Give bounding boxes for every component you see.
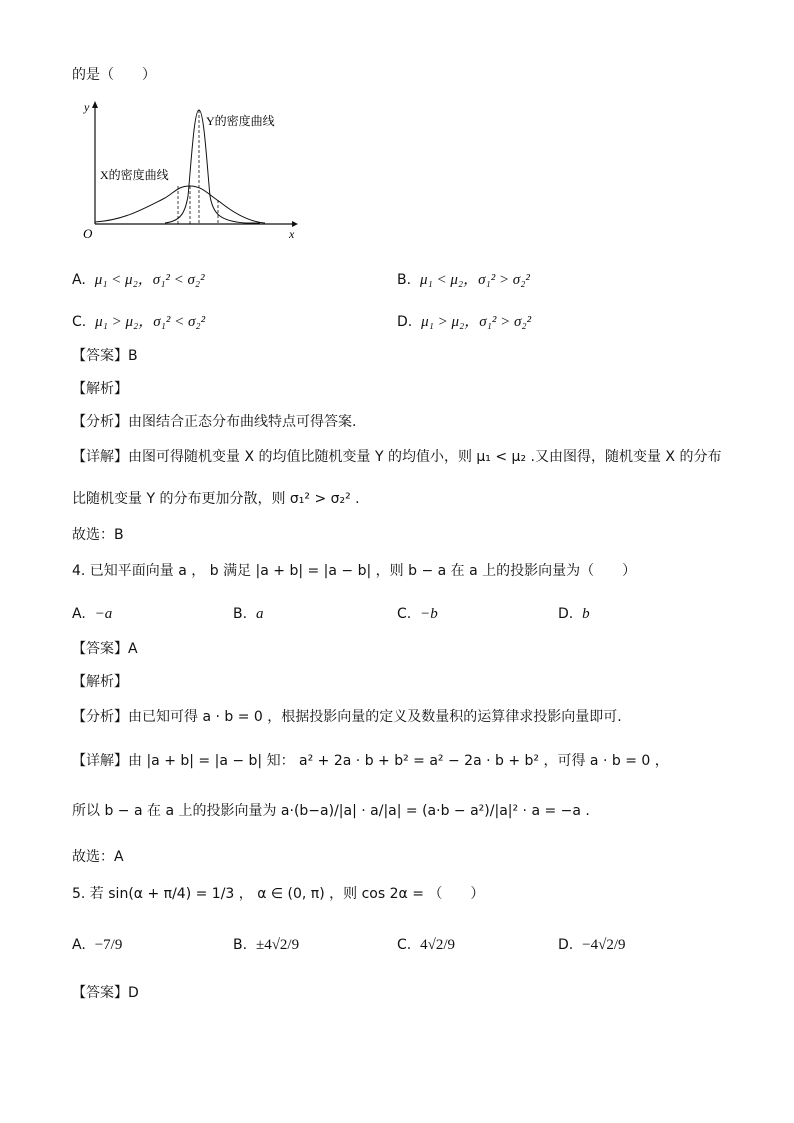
x-curve-label: X的密度曲线 xyxy=(100,168,169,182)
q4-option-c: C. −b xyxy=(397,606,438,622)
q3-option-a: A. μ₁ < μ₂，σ₁² < σ₂² xyxy=(72,272,205,288)
q3-fenxi: 【分析】由图结合正态分布曲线特点可得答案. xyxy=(72,414,357,430)
q4-option-d: D. b xyxy=(558,606,590,622)
q4-choose: 故选：A xyxy=(72,849,124,865)
q3-analysis-heading: 【解析】 xyxy=(72,381,128,397)
q5-stem: 5. 若 sin(α + π/4) = 1/3 ， α ∈ (0, π) ，则 cos 2α = （ ） xyxy=(72,886,485,902)
q3-option-d: D. μ₁ > μ₂，σ₁² > σ₂² xyxy=(397,314,532,330)
normal-density-graph xyxy=(70,96,300,246)
x-density-curve xyxy=(95,186,265,223)
x-axis-label: x xyxy=(289,227,295,241)
y-curve-label: Y的密度曲线 xyxy=(206,114,275,128)
q3-stem-tail: 的是（ ） xyxy=(72,67,156,83)
q5-option-d: D. −4√2/9 xyxy=(558,937,626,953)
q5-option-c: C. 4√2/9 xyxy=(397,937,456,953)
q3-choose: 故选：B xyxy=(72,527,124,543)
q4-answer: 【答案】A xyxy=(72,641,138,657)
q4-option-b: B. a xyxy=(233,606,264,622)
y-axis-label: y xyxy=(84,100,90,114)
q4-fenxi: 【分析】由已知可得 a · b = 0 ，根据投影向量的定义及数量积的运算律求投影向量即可. xyxy=(72,709,622,725)
q4-stem: 4. 已知平面向量 a ， b 满足 |a + b| = |a − b| ，则 b − a 在 a 上的投影向量为（ ） xyxy=(72,563,637,579)
q4-analysis-heading: 【解析】 xyxy=(72,674,128,690)
q3-option-b: B. μ₁ < μ₂，σ₁² > σ₂² xyxy=(397,272,530,288)
q4-detail-line1: 【详解】由 |a + b| = |a − b| 知： a² + 2a · b + b² = a² − 2a · b + b² ，可得 a · b = 0 ， xyxy=(72,753,669,769)
q3-detail-line1: 【详解】由图可得随机变量 X 的均值比随机变量 Y 的均值小，则 μ₁ < μ₂ .又由图得，随机变量 X 的分布 xyxy=(72,449,722,465)
q4-option-a: A. −a xyxy=(72,606,113,622)
q3-answer: 【答案】B xyxy=(72,348,138,364)
q4-detail-line2: 所以 b − a 在 a 上的投影向量为 a·(b−a)/|a| · a/|a| = (a·b − a²)/|a|² · a = −a . xyxy=(72,803,590,819)
origin-label: O xyxy=(83,226,93,241)
q5-answer: 【答案】D xyxy=(72,985,139,1001)
q5-option-a: A. −7/9 xyxy=(72,937,123,953)
q5-option-b: B. ±4√2/9 xyxy=(233,937,300,953)
q3-option-c: C. μ₁ > μ₂，σ₁² < σ₂² xyxy=(72,314,206,330)
q3-detail-line2: 比随机变量 Y 的分布更加分散，则 σ₁² > σ₂² . xyxy=(72,491,360,507)
